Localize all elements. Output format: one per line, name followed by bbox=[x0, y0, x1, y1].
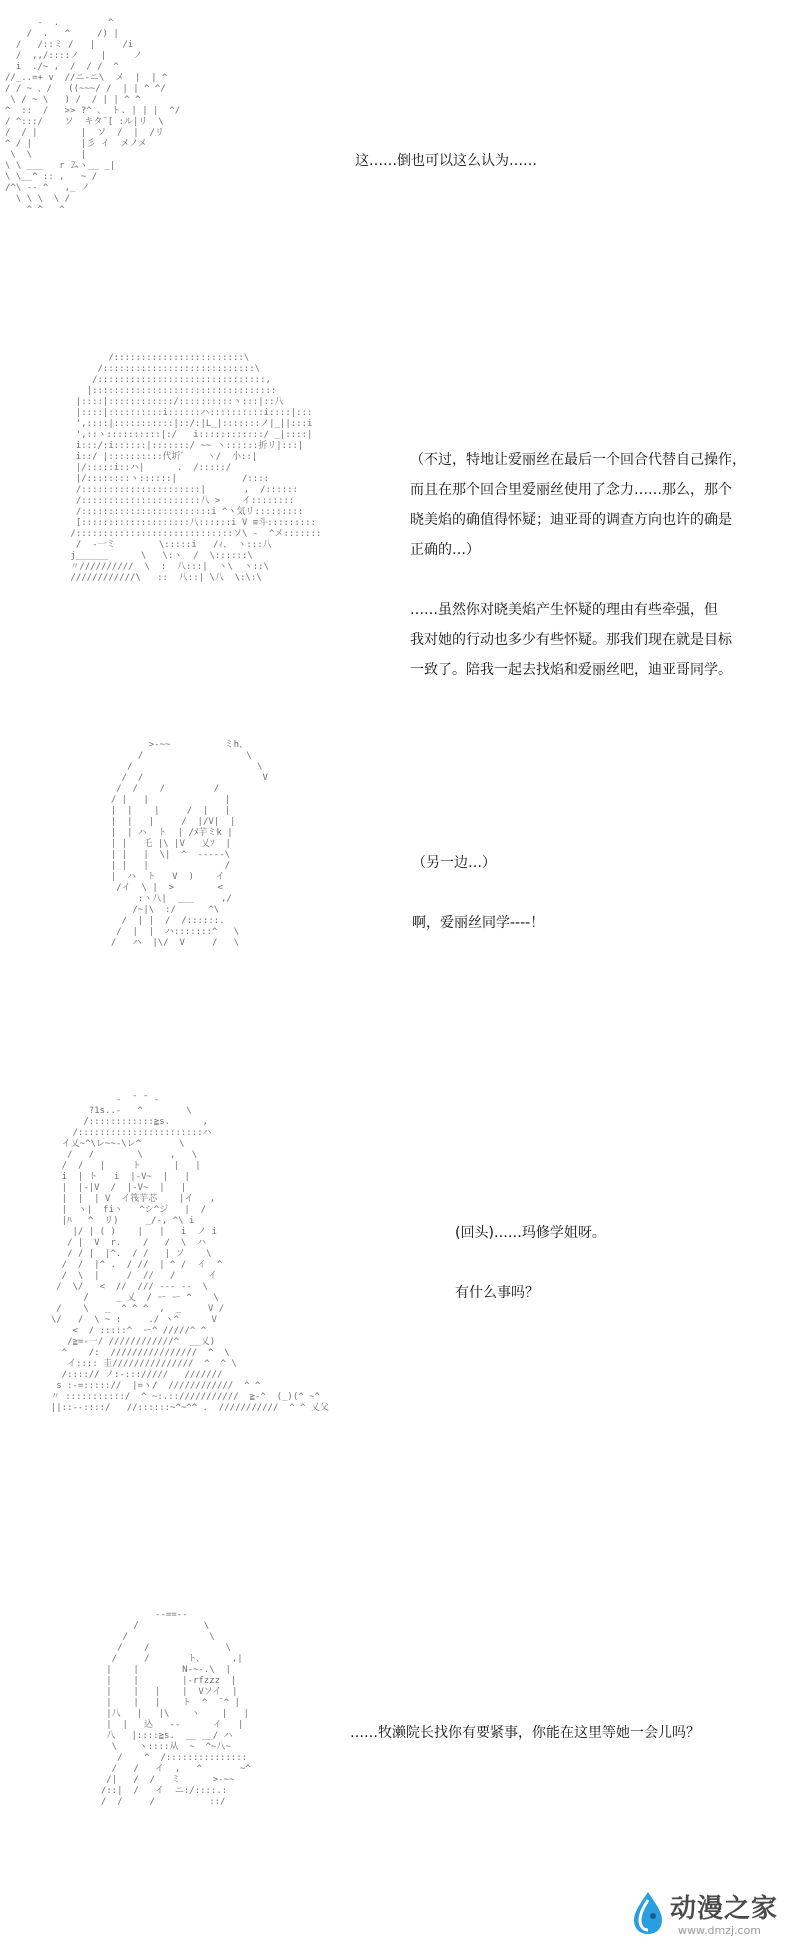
ascii-art-line: / ,,/::::ノ | ノ bbox=[5, 51, 143, 61]
dialogue-line: 我对她的行动也多少有些怀疑。那我们现在就是目标 bbox=[410, 632, 732, 648]
ascii-art-line: / _ 乂 / ー ー ^ \ bbox=[40, 1293, 219, 1303]
ascii-art-line: | | 乇 |\ |V 乂ｿ | bbox=[100, 839, 231, 849]
ascii-art-line: |/ | ( ) | | i ノ i bbox=[40, 1227, 217, 1237]
ascii-art-line: イ:::: 圭/////////////// ^ ^ \ bbox=[40, 1359, 237, 1369]
dialogue-line: 一致了。陪我一起去找焰和爱丽丝吧，迪亚哥同学。 bbox=[410, 662, 732, 678]
ascii-art-line: /::::::::::::::::::::::::i ^ヽ気リ::::::::: bbox=[65, 507, 304, 517]
ascii-art-line: / ^:::/ ソ キタ¨[ :ル|リ \ bbox=[5, 117, 164, 127]
ascii-art-line: /:::::::::::::::::::::::::::::ソ\ - ^メ::::::: bbox=[65, 529, 322, 539]
ascii-art-line: ^ :: / >> ?^ 、 ト. | | | ^/ bbox=[5, 106, 181, 116]
ascii-art-line: / / / ::/ bbox=[90, 1797, 226, 1807]
dialogue-line: 晓美焰的确值得怀疑；迪亚哥的调查方向也许的确是 bbox=[410, 512, 732, 528]
ascii-art-line: \/ / \ ~ : ./ ヽ^ V bbox=[40, 1315, 217, 1325]
ascii-art-line: / . ^ /) | bbox=[5, 29, 119, 39]
site-watermark bbox=[628, 1886, 778, 1942]
ascii-art-figure bbox=[90, 1610, 370, 1940]
ascii-art-line: /:::::::::::::::::::::::ハ bbox=[40, 1128, 212, 1138]
ascii-art-figure bbox=[5, 18, 260, 268]
ascii-art-line: /::| / イ ニ:/::::.: bbox=[90, 1786, 228, 1796]
ascii-art-line: \ ヽ::::从 ~ ^~八~ bbox=[90, 1742, 231, 1752]
ascii-art-line: / \ | / // / イ bbox=[40, 1271, 217, 1281]
ascii-art-line: /:::::::::::::::::::::::::::::::, bbox=[65, 375, 271, 385]
dialogue-text bbox=[350, 1718, 790, 1748]
panel-3 bbox=[0, 740, 800, 1070]
ascii-art-figure bbox=[65, 353, 385, 703]
ascii-art-line: | |-|V / |-V~ | | bbox=[40, 1183, 187, 1193]
ascii-art-line: |::::|::::::::::::/::::::::::ヽ:::|::八 bbox=[65, 397, 284, 407]
ascii-art-figure bbox=[100, 740, 380, 1065]
dialogue-text bbox=[412, 848, 772, 938]
ascii-art-line: --==-- bbox=[90, 1610, 188, 1620]
ascii-art-line: - ̄ ̄ - bbox=[40, 1095, 160, 1105]
ascii-art-line: / -一ミ \:::::i /ｨ、 ヽ:::八 bbox=[65, 540, 272, 550]
dialogue-line: 有什么事吗？ bbox=[455, 1285, 539, 1301]
dialogue-line: 这……倒也可以这么认为…… bbox=[355, 153, 537, 169]
ascii-art-line: / / ト、 ,| bbox=[90, 1654, 243, 1664]
ascii-art-line: / \ bbox=[90, 1632, 215, 1642]
ascii-art-line: ^ / | |彡 イ メノメ bbox=[5, 139, 147, 149]
ascii-art-line: | | | / bbox=[100, 861, 231, 871]
ascii-art-line: / / V bbox=[100, 773, 268, 783]
ascii-art-line: \ \ \ \ / bbox=[5, 194, 71, 204]
dialogue-line: （不过，特地让爱丽丝在最后一个回合代替自己操作， bbox=[410, 452, 746, 468]
dialogue-text bbox=[410, 445, 790, 685]
ascii-art-line: |::::|::::::::::i::::::ハ::::::::::i::::|::: bbox=[65, 408, 313, 418]
ascii-art-line: / ハ |\/ V / \ bbox=[100, 938, 240, 948]
ascii-art-line: [::::::::::::::::::::八::::::i V ≡斗::::::::: bbox=[65, 518, 316, 528]
ascii-art-line: |八 | |\ ヽ | | bbox=[90, 1709, 249, 1719]
ascii-art-line: | | 込 -- イ | bbox=[90, 1720, 244, 1730]
watermark-url: www.dmzj.com bbox=[678, 1924, 761, 1937]
ascii-art-line: / \ bbox=[100, 751, 252, 761]
ascii-art-line: /::::::::::::≧s. , bbox=[40, 1117, 208, 1127]
ascii-art-line: /::::::::::::::::::::::| , /:::::: bbox=[65, 485, 298, 495]
ascii-art-line: /| / / ミ >-~~ bbox=[90, 1775, 246, 1785]
ascii-art-line: ^ ^ ^ bbox=[5, 205, 65, 215]
dialogue-line: 啊，爱丽丝同学----！ bbox=[412, 915, 545, 931]
ascii-art-line: 〃 :::::::::::/ ^ ~:.:://///////// ≧-^ (_)(^ ~^ bbox=[40, 1392, 320, 1402]
ascii-art-line: / / ~ 、/ ((~~~/ / | | ^ ^/ bbox=[5, 84, 166, 94]
ascii-art-figure bbox=[40, 1095, 470, 1570]
ascii-art-line: 〃////////// \ : 八:::| ヽ\ ヽ::\ bbox=[65, 562, 269, 572]
ascii-art-line: ?1s..- ^ \ bbox=[40, 1106, 192, 1116]
watermark-name: 动漫之家 bbox=[670, 1894, 779, 1924]
ascii-art-line: >-~~ ミh、 bbox=[100, 740, 249, 750]
dialogue-line: (回头)……玛修学姐呀。 bbox=[455, 1225, 606, 1241]
ascii-art-line: | ヽ| fiヽ ^シ^ジ | / bbox=[40, 1205, 207, 1215]
ascii-art-line: ////////////\ :: 八::| \八 \:\:\ bbox=[65, 573, 262, 583]
ascii-art-line: /≧=-一/ ////////////^ __乂) bbox=[40, 1337, 216, 1347]
dialogue-line: 正确的…） bbox=[410, 542, 480, 558]
panel-1 bbox=[0, 0, 800, 275]
dialogue-line bbox=[412, 878, 772, 908]
ascii-art-line: /~|\ :/ ^\ bbox=[100, 905, 220, 915]
ascii-art-line: /::::::::::::::::::::::::::::\ bbox=[65, 364, 261, 374]
ascii-art-line: \ \__^ :: , ~ / bbox=[5, 172, 98, 182]
dialogue-line: ……牧濑院长找你有要紧事，你能在这里等她一会儿吗？ bbox=[350, 1725, 700, 1741]
ascii-art-line: i ./~ , / / / ^ bbox=[5, 62, 119, 72]
ascii-art-line: | | | ト ^ ̄ ^ | bbox=[90, 1698, 240, 1708]
ascii-art-line: | | ハ ト | /ﾒ芋ミk | bbox=[100, 828, 233, 838]
ascii-art-line: / \ bbox=[90, 1621, 210, 1631]
ascii-art-line: / / イ , ^ ~^ bbox=[90, 1764, 251, 1774]
ascii-art-line: /イ \ | > < bbox=[100, 883, 223, 893]
ascii-art-line: | | | | Vソイ | bbox=[90, 1687, 238, 1697]
ascii-art-line: / | V r. / / \ ハ bbox=[40, 1238, 207, 1248]
ascii-art-line: 八 |::::≧s. __ __/ ハ bbox=[90, 1731, 233, 1741]
ascii-art-line: i:::/:i::::::|:::::::/ ~~ ヽ::::::折リ|:::| bbox=[65, 441, 304, 451]
ascii-art-line: s :-=:::::// |=ヽ/ //////////// ^ ^ bbox=[40, 1381, 261, 1391]
ascii-art-line: \ / ~ \ ) / / | | ^ ^ bbox=[5, 95, 141, 105]
ascii-art-line: / \ bbox=[100, 762, 263, 772]
ascii-art-line: / / / / bbox=[100, 784, 220, 794]
dialogue-line: （另一边…） bbox=[412, 855, 496, 871]
ascii-art-line: \ \ ___ r ̄ムヽ__ _| bbox=[5, 161, 116, 171]
ascii-art-line: / / \ , \ bbox=[40, 1150, 198, 1160]
ascii-art-line: / \/ < // /// --- -- \ bbox=[40, 1282, 208, 1292]
ascii-art-line: |/:::::i::ハ| . /:::::/ bbox=[65, 463, 232, 473]
dialogue-line bbox=[455, 1248, 775, 1278]
dialogue-text bbox=[355, 146, 755, 176]
ascii-art-line: < / :::::^ ー^ /////^ ^ bbox=[40, 1326, 207, 1336]
fish-dropper-logo-icon bbox=[628, 1890, 668, 1936]
ascii-art-line: / / \ bbox=[90, 1643, 231, 1653]
ascii-art-line: /::::// ノ:-:::///// /////// bbox=[40, 1370, 223, 1380]
ascii-art-line: / / | ト | | bbox=[40, 1161, 201, 1171]
dialogue-line bbox=[410, 565, 790, 595]
ascii-art-line: / / | |^. / / | ソ \ bbox=[40, 1249, 212, 1259]
ascii-art-line: ||::--::::/ //::::::~^~^^ . /////////// ^ ^ 乂父 bbox=[40, 1403, 329, 1413]
ascii-art-line: | | | V イ筏芋芯 |イ , bbox=[40, 1194, 216, 1204]
ascii-art-line: i | ト i |-V~ | | bbox=[40, 1172, 190, 1182]
ascii-art-line: | ハ ト V ) イ bbox=[100, 872, 225, 882]
ascii-art-line: | | | / |/V| | bbox=[100, 817, 236, 827]
ascii-art-line: \ \ | bbox=[5, 150, 87, 160]
ascii-art-line: / | | | bbox=[100, 795, 231, 805]
ascii-art-line: |ﾊ ^ リ) _/-, ^\ i bbox=[40, 1216, 195, 1226]
ascii-art-line: / /::ミ / | /i bbox=[5, 40, 134, 50]
ascii-art-line: | | | / | | bbox=[100, 806, 231, 816]
panel-2 bbox=[0, 345, 800, 715]
ascii-art-line: |:::::::::::::::::::::::::::::::::: bbox=[65, 386, 277, 396]
ascii-art-line: //_..=+ v //ニ-ニ\ メ | | ^ bbox=[5, 73, 168, 83]
ascii-art-line: | | N-~-.\ | bbox=[90, 1665, 231, 1675]
dialogue-line: ……虽然你对晓美焰产生怀疑的理由有些牵强，但 bbox=[410, 602, 718, 618]
dialogue-text bbox=[455, 1218, 775, 1308]
panel-4 bbox=[0, 1095, 800, 1575]
ascii-art-line: - . ^ bbox=[5, 18, 114, 28]
ascii-art-line: /::::::::::::::::::::::::\ bbox=[65, 353, 250, 363]
ascii-art-line: イ乂~^\レ~~-\レ^ \ bbox=[40, 1139, 185, 1149]
ascii-art-line: ',::ヽ::::::::::|:/ i::::::::::::/ _|::::| bbox=[65, 430, 313, 440]
ascii-art-line: j______ \ \:ヽ / \::::::\ bbox=[65, 551, 253, 561]
ascii-art-line: / / |^ . / // | ^ / イ ^ bbox=[40, 1260, 223, 1270]
ascii-art-line: |/::::::::ヽ::::::| /:::: bbox=[65, 474, 270, 484]
ascii-art-line: | | |-rfzzz | bbox=[90, 1676, 237, 1686]
ascii-art-line: / / | | ソ / | /リ bbox=[5, 128, 164, 138]
ascii-art-line: / \ _ ^ ^ ^ , _ V / bbox=[40, 1304, 225, 1314]
ascii-art-line: | | | \| ^ -----\ bbox=[100, 850, 231, 860]
ascii-art-line: / ^ /::::::::::::::: bbox=[90, 1753, 248, 1763]
ascii-art-line: :ヽ八| ___ ,/ bbox=[100, 894, 232, 904]
ascii-art-line: /::::::::::::::::::::::八 > イ:::::::: bbox=[65, 496, 295, 506]
dialogue-line: 而且在那个回合里爱丽丝使用了念力……那么，那个 bbox=[410, 482, 732, 498]
ascii-art-line: /^\ -- ^ ,_ ノ bbox=[5, 183, 90, 193]
ascii-art-line: ',::::|:::::::::::|::/:|L_|:::::::ノ|_||:::i bbox=[65, 419, 313, 429]
ascii-art-line: i::/ |::::::::::代圻ﾞ ヽ/ 小::| bbox=[65, 452, 258, 462]
ascii-art-line: / | | ハ:::::::^ \ bbox=[100, 927, 240, 937]
ascii-art-line: ^ /: //////////////// ^ \ bbox=[40, 1348, 230, 1358]
ascii-art-line: / | | / /::::::. bbox=[100, 916, 225, 926]
